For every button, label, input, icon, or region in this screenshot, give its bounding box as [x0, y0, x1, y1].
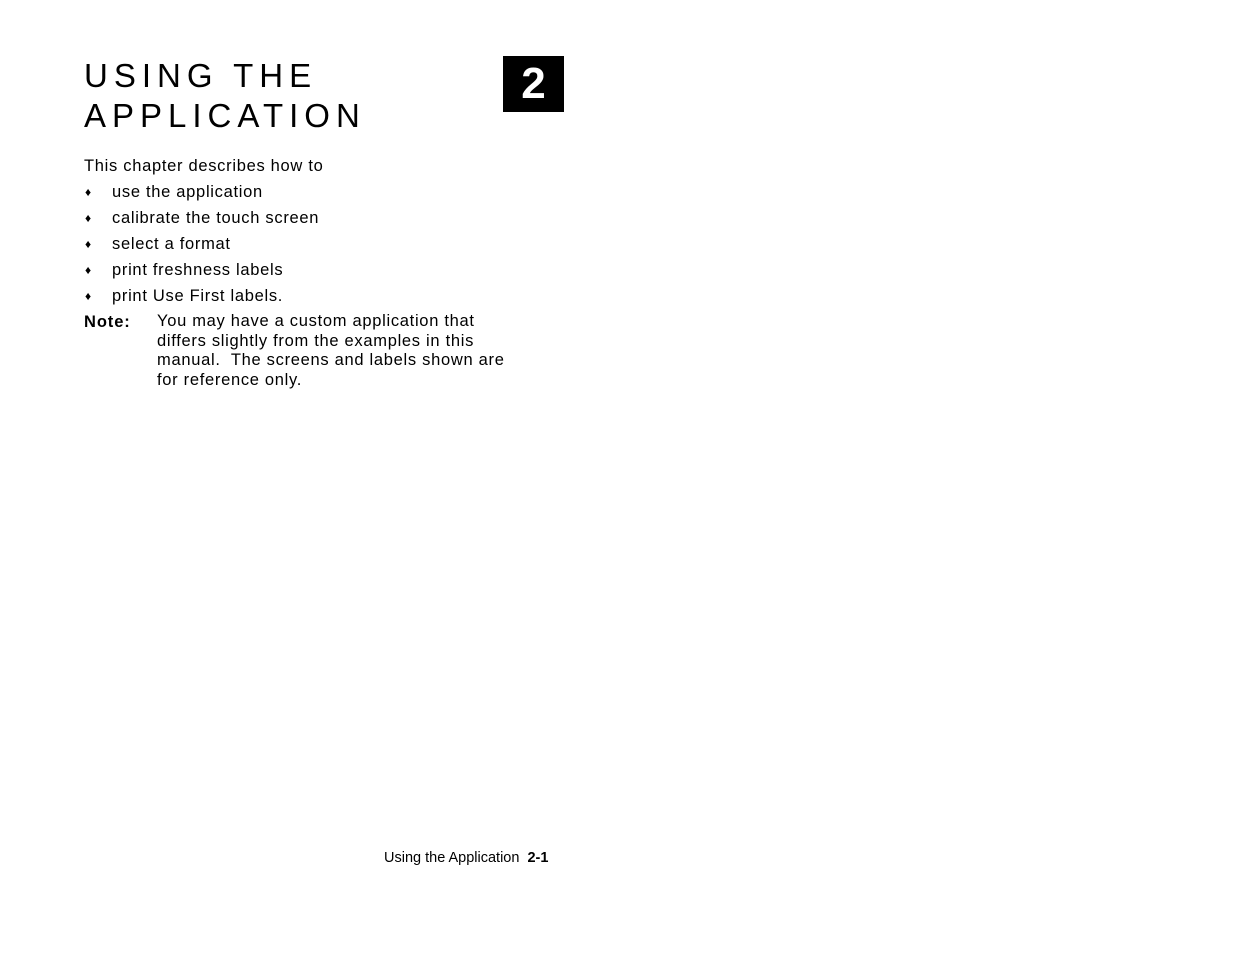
note-line: differs slightly from the examples in this	[157, 331, 475, 350]
note-line: You may have a custom application that	[157, 312, 475, 330]
diamond-bullet-icon: ♦	[85, 237, 92, 251]
chapter-number-badge: 2	[503, 56, 564, 112]
topic-list-item-text: print freshness labels	[112, 261, 284, 279]
diamond-bullet-icon: ♦	[85, 263, 92, 277]
topic-list-item-text: select a format	[112, 235, 231, 253]
chapter-title-line-2: APPLICATION	[84, 97, 366, 134]
diamond-bullet-icon: ♦	[85, 185, 92, 199]
note-line: manual. The screens and labels shown are	[157, 351, 505, 370]
note-line: for reference only.	[157, 371, 303, 390]
note-body	[157, 312, 557, 391]
chapter-title-line-1: USING THE	[84, 57, 318, 94]
footer-page-number: 2-1	[527, 850, 549, 866]
footer-section-title: Using the Application	[384, 850, 520, 866]
topic-list-item-text: print Use First labels.	[112, 287, 284, 305]
page-footer	[384, 849, 548, 867]
topic-list-item-text: use the application	[112, 183, 263, 201]
diamond-bullet-icon: ♦	[85, 289, 92, 303]
note-label: Note:	[84, 313, 131, 331]
diamond-bullet-icon: ♦	[85, 211, 92, 225]
chapter-title	[84, 56, 366, 136]
chapter-intro: This chapter describes how to	[84, 157, 324, 175]
topic-list-item-text: calibrate the touch screen	[112, 209, 320, 227]
